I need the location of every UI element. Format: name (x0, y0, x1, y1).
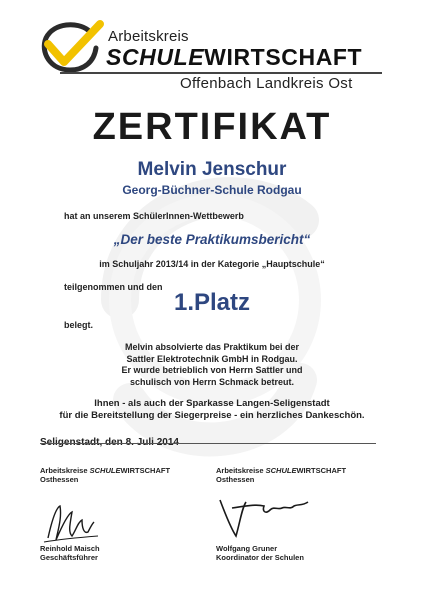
left-signatory (40, 544, 100, 562)
left-signature (42, 500, 100, 546)
description-line: Melvin absolvierte das Praktikum bei der (124, 342, 300, 352)
recipient-school: Georg-Büchner-Schule Rodgau (122, 183, 302, 197)
thanks-line: Ihnen - als auch der Sparkasse Langen-Seligenstadt (94, 398, 330, 409)
contest-name: „Der beste Praktikumsbericht“ (113, 232, 311, 247)
org-top-label: Arbeitskreis (108, 28, 189, 45)
right-signatory (216, 544, 304, 562)
certificate-title: ZERTIFIKAT (92, 106, 332, 148)
left-signature-org: Arbeitskreise SCHULEWIRTSCHAFT Osthessen (40, 466, 171, 484)
placement: 1.Platz (173, 289, 251, 316)
left-signatory-role: Geschäftsführer (40, 553, 98, 562)
right-signatory-role: Koordinator der Schulen (216, 553, 304, 562)
org-main-rest: WIRTSCHAFT (204, 44, 363, 70)
description-line: schulisch von Herrn Schmack betreut. (129, 376, 295, 387)
org-main-title (106, 44, 362, 71)
checkmark-circle-icon (38, 18, 104, 76)
took-part-label: teilgenommen und den (64, 282, 163, 292)
header-divider (60, 72, 382, 74)
recipient-name: Melvin Jenschur (137, 159, 287, 180)
year-category: im Schuljahr 2013/14 in der Kategorie „Hauptschule“ (99, 259, 325, 269)
thanks-block (0, 398, 424, 421)
description-line: Sattler Elektrotechnik GmbH in Rodgau. (126, 353, 298, 364)
right-signature (212, 486, 312, 542)
description-block (0, 342, 424, 388)
right-signature-org: Arbeitskreise SCHULEWIRTSCHAFT Osthessen (216, 466, 347, 484)
right-signatory-name: Wolfgang Gruner (216, 544, 278, 553)
left-signatory-name: Reinhold Maisch (40, 544, 100, 553)
thanks-line: für die Bereitstellung der Siegerpreise - ein herzliches Dankeschön. (59, 409, 365, 421)
org-region: Offenbach Landkreis Ost (180, 75, 353, 92)
description-line: Er wurde betrieblich von Herrn Sattler und (121, 365, 303, 375)
org-main-italic: SCHULE (106, 44, 205, 70)
date-divider (40, 443, 376, 444)
participation-intro: hat an unserem SchülerInnen-Wettbewerb (64, 211, 244, 221)
achieved-label: belegt. (64, 320, 94, 330)
